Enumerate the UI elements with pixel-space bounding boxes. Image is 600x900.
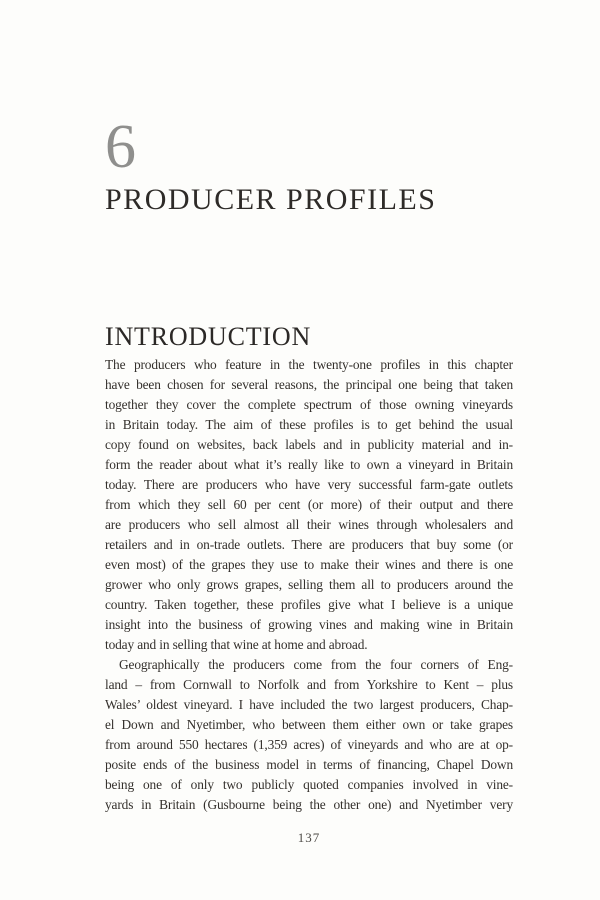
body-text-line: yards in Britain (Gusbourne being the other one) and Nyetimber very <box>105 797 513 812</box>
body-text-line: being one of only two publicly quoted companies involved in vine- <box>105 777 513 792</box>
body-text-line: Geographically the producers come from the four corners of Eng- <box>119 657 513 672</box>
body-text-line: insight into the business of growing vines and making wine in Britain <box>105 617 513 632</box>
body-text-line: land – from Cornwall to Norfolk and from Yorkshire to Kent – plus <box>105 677 513 692</box>
body-text-line: from which they sell 60 per cent (or more) of their output and there <box>105 497 513 512</box>
body-text-line: form the reader about what it’s really like to own a vineyard in Britain <box>105 457 513 472</box>
body-text-line: country. Taken together, these profiles give what I believe is a unique <box>105 597 513 612</box>
chapter-title: PRODUCER PROFILES <box>105 183 437 216</box>
body-text <box>105 355 513 815</box>
body-text-line: posite ends of the business model in terms of financing, Chapel Down <box>105 757 513 772</box>
body-text-line: from around 550 hectares (1,359 acres) of vineyards and who are at op- <box>105 737 513 752</box>
text-column <box>105 0 513 846</box>
page-number: 137 <box>297 830 321 845</box>
body-text-line: even most) of the grapes they use to make their wines and there is one <box>105 557 513 572</box>
body-text-line: have been chosen for several reasons, the principal one being that taken <box>105 377 513 392</box>
body-text-line: are producers who sell almost all their wines through wholesalers and <box>105 517 513 532</box>
body-text-line: retailers and in on-trade outlets. There are producers that buy some (or <box>105 537 513 552</box>
body-text-line: in Britain today. The aim of these profiles is to get behind the usual <box>105 417 513 432</box>
body-text-line: together they cover the complete spectrum of those owning vineyards <box>105 397 513 412</box>
paragraph-1 <box>105 355 513 655</box>
body-text-line: The producers who feature in the twenty-one profiles in this chapter <box>105 357 513 372</box>
paragraph-2 <box>105 655 513 815</box>
chapter-number: 6 <box>105 113 136 181</box>
body-text-line: Wales’ oldest vineyard. I have included the two largest producers, Chap- <box>105 697 513 712</box>
body-text-line: el Down and Nyetimber, who between them either own or take grapes <box>105 717 513 732</box>
body-text-line: today and in selling that wine at home and abroad. <box>105 637 368 652</box>
body-text-line: grower who only grows grapes, selling them all to producers around the <box>105 577 513 592</box>
body-text-line: copy found on websites, back labels and in publicity material and in- <box>105 437 513 452</box>
body-text-line: today. There are producers who have very successful farm-gate outlets <box>105 477 513 492</box>
section-heading: INTRODUCTION <box>105 322 312 351</box>
